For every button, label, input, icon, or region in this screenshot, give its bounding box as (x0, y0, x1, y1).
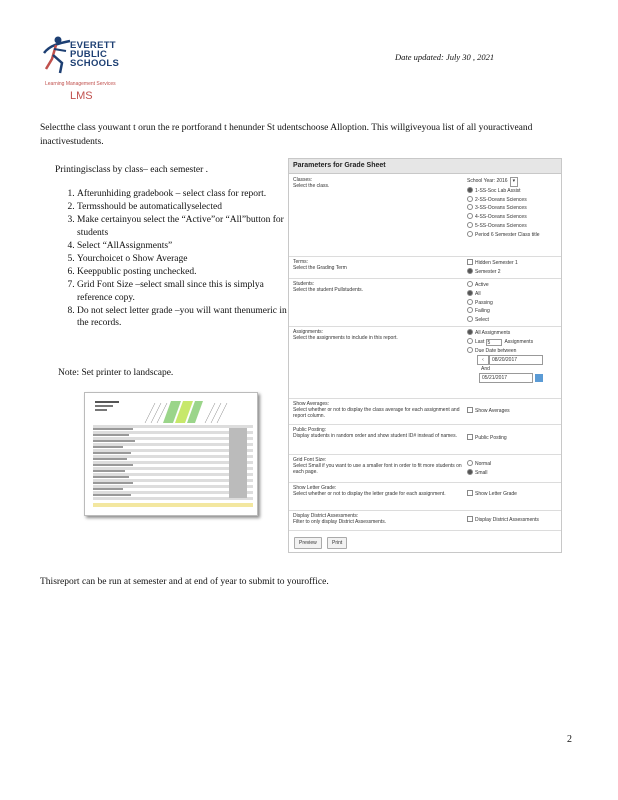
and-label: And (481, 365, 490, 372)
assignments-desc: Select the assignments to include in this report. (293, 335, 398, 342)
intro-paragraph: Selectthe class youwant t orun the re portforand t henunder St udentschoose Alloption. This willgiveyoua list of all youractiveand inactivestudents. (40, 123, 533, 147)
assignments-label: Assignments: (293, 329, 324, 335)
date-arrow-button[interactable]: ‹ (477, 355, 489, 365)
steps-list (58, 188, 292, 330)
report-thumbnail (84, 392, 258, 516)
show-averages-desc: Select whether or not to display the class average for each assignment and report column. (293, 407, 460, 420)
class-option[interactable]: 3-SS-Oceans Sciences (467, 204, 559, 213)
term-option[interactable]: Hidden Semester 1 (467, 259, 559, 268)
class-option[interactable]: 1-SS-Soc Lab Assist (467, 187, 559, 196)
students-label: Students: (293, 281, 315, 287)
step-item: 2. Termsshould be automaticallyselected (77, 201, 292, 213)
step-item: 6. Keeppublic posting unchecked. (77, 266, 292, 278)
letter-grade-label: Show Letter Grade: (293, 485, 337, 491)
logo-line-2: PUBLIC (70, 49, 108, 60)
district-label: Display District Assessments: (293, 513, 359, 519)
calendar-icon[interactable] (535, 374, 543, 382)
logo-line-1: EVERETT (70, 40, 116, 51)
logo-line-3: SCHOOLS (70, 58, 120, 69)
grid-font-label: Grid Font Size: (293, 457, 327, 463)
closing-paragraph: Thisreport can be run at semester and at end of year to submit to youroffice. (40, 577, 329, 587)
runner-icon (40, 35, 72, 75)
class-option[interactable]: 5-SS-Oceans Sciences (467, 222, 559, 231)
letter-grade-desc: Select whether or not to display the letter grade for each assignment. (293, 491, 446, 498)
show-averages-section (289, 398, 561, 425)
grid-font-section (289, 454, 561, 483)
step-item: 1. Afterunhiding gradebook – select class for report. (77, 188, 292, 200)
show-averages-label: Show Averages: (293, 401, 330, 407)
class-option[interactable]: Period 6 Semester Class title (467, 231, 559, 240)
step-item: 3. Make certainyou select the “Active”or “All”button for students (77, 214, 292, 238)
students-section (289, 278, 561, 327)
note: Note: Set printer to landscape. (58, 368, 174, 378)
student-option[interactable]: Passing (467, 299, 559, 308)
classes-desc: Select the class. (293, 183, 330, 190)
grid-font-option[interactable]: Normal (467, 460, 559, 469)
logo-tagline: Learning Management Services (45, 81, 116, 87)
grade-sheet-parameters-panel (288, 158, 562, 553)
student-option[interactable]: All (467, 290, 559, 299)
print-button[interactable]: Print (327, 537, 347, 549)
report-preview-image (85, 393, 257, 515)
assignments-due-option[interactable]: Due Date between (467, 347, 559, 356)
district-logo (40, 35, 150, 107)
student-option[interactable]: Failing (467, 307, 559, 316)
letter-grade-checkbox[interactable]: Show Letter Grade (467, 490, 559, 499)
grid-font-desc: Select Small if you want to use a smaller font in order to fit more students on each page. (293, 463, 462, 476)
public-posting-checkbox[interactable]: Public Posting (467, 434, 559, 443)
student-option[interactable]: Select (467, 316, 559, 325)
assignments-all-option[interactable]: All Assignments (467, 329, 559, 338)
step-item: 7. Grid Font Size –select small since this is simplya reference copy. (77, 279, 292, 303)
subheading: Printingisclass by class– each semester . (55, 165, 209, 175)
public-posting-desc: Display students in random order and show student ID# instead of names. (293, 433, 457, 440)
last-count-input[interactable]: 5 (486, 339, 502, 346)
date-to-input[interactable]: 05/21/2017 (479, 373, 533, 383)
student-option[interactable]: Active (467, 281, 559, 290)
terms-label: Terms: (293, 259, 308, 265)
date-from-input[interactable]: 08/20/2017 (489, 355, 543, 365)
letter-grade-section (289, 482, 561, 511)
public-posting-section (289, 424, 561, 455)
district-desc: Filter to only display District Assessments. (293, 519, 387, 526)
public-posting-label: Public Posting: (293, 427, 327, 433)
step-item: 5. Yourchoicet o Show Average (77, 253, 292, 265)
grid-font-option[interactable]: Small (467, 469, 559, 478)
classes-section (289, 174, 561, 257)
show-averages-checkbox[interactable]: Show Averages (467, 407, 559, 416)
preview-button[interactable]: Preview (294, 537, 322, 549)
class-option[interactable]: 4-SS-Oceans Sciences (467, 213, 559, 222)
assignments-last-option[interactable]: Last 5 Assignments (467, 338, 559, 347)
students-desc: Select the student Pullstudents. (293, 287, 364, 294)
district-checkbox[interactable]: Display District Assessments (467, 516, 559, 525)
school-year-select[interactable]: School Year: 2016 ▾ (467, 177, 559, 187)
date-updated: Date updated: July 30 , 2021 (395, 52, 495, 62)
terms-section (289, 256, 561, 279)
page-number: 2 (567, 734, 572, 745)
term-option[interactable]: Semester 2 (467, 268, 559, 277)
assignments-section (289, 326, 561, 399)
step-item: 8. Do not select letter grade –you will want thenumeric in the records. (77, 305, 292, 329)
logo-lms: LMS (70, 90, 93, 102)
classes-label: Classes: (293, 177, 313, 183)
terms-desc: Select the Grading Term (293, 265, 347, 272)
step-item: 4. Select “AllAssignments” (77, 240, 292, 252)
panel-title: Parameters for Grade Sheet (289, 159, 561, 174)
district-section (289, 510, 561, 531)
class-option[interactable]: 2-SS-Oceans Sciences (467, 196, 559, 205)
